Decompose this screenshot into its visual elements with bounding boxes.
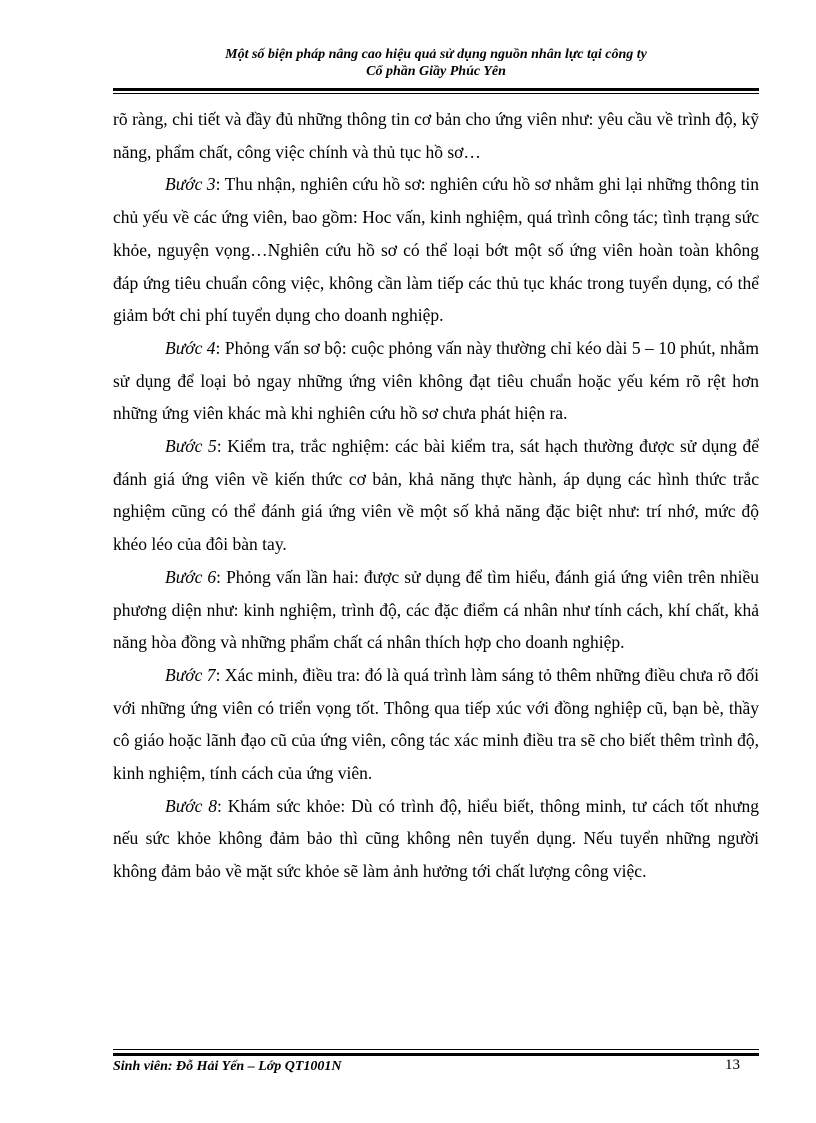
paragraph-text: : Xác minh, điều tra: đó là quá trình làm sáng tỏ thêm những điều chưa rõ đối với những ứng viên có triển vọng tốt. Thông qua tiếp xúc với đồng nghiệp cũ, bạn bè, thầy cô giáo hoặc lãnh đạo cũ của ứng viên, công tác xác minh điều tra sẽ cho biết thêm trình độ, kinh nghiệm, tính cách của ứng viên. xyxy=(113,664,759,784)
header-title-line-2: Cổ phần Giầy Phúc Yên xyxy=(366,64,506,79)
paragraph-step-5 xyxy=(113,430,759,561)
step-label: Bước 5 xyxy=(165,436,217,457)
header-title-line-1: Một số biện pháp nâng cao hiệu quả sử dụng nguồn nhân lực tại công ty xyxy=(225,47,647,62)
paragraph-text: : Kiểm tra, trắc nghiệm: các bài kiểm tra, sát hạch thường được sử dụng để đánh giá ứng viên về kiến thức cơ bản, khả năng thực hành, áp dụng các hình thức trắc nghiệm cũng có thể đánh giá ứng viên về một số khả năng đặc biệt như: trí nhớ, mức độ khéo léo của đôi bàn tay. xyxy=(113,436,759,555)
footer-divider-thick xyxy=(113,1053,759,1056)
paragraph-text: : Phỏng vấn lần hai: được sử dụng để tìm hiểu, đánh giá ứng viên trên nhiều phương diện như: kinh nghiệm, trình độ, các đặc điểm cá nhân như tính cách, khí chất, khả năng hòa đồng và những phẩm chất cá nhân thích hợp cho doanh nghiệp. xyxy=(113,566,759,653)
paragraph-step-8 xyxy=(113,790,759,888)
running-header xyxy=(113,46,759,80)
document-body xyxy=(113,103,759,888)
header-divider-thin xyxy=(113,93,759,94)
footer-author: Sinh viên: Đỗ Hải Yến – Lớp QT1001N xyxy=(113,1059,342,1074)
header-divider-thick xyxy=(113,88,759,91)
paragraph-step-3 xyxy=(113,168,759,332)
paragraph-text: : Khám sức khỏe: Dù có trình độ, hiểu biết, thông minh, tư cách tốt nhưng nếu sức khỏe không đảm bảo thì cũng không nên tuyển dụng. Nếu tuyển những người không đảm bảo về mặt sức khỏe sẽ làm ảnh hưởng tới chất lượng công việc. xyxy=(113,795,760,882)
paragraph-continuation xyxy=(113,103,759,168)
step-label: Bước 6 xyxy=(165,566,217,587)
step-label: Bước 4 xyxy=(165,337,216,358)
paragraph-text: : Thu nhận, nghiên cứu hồ sơ: nghiên cứu hồ sơ nhằm ghi lại những thông tin chủ yếu về các ứng viên, bao gồm: Hoc vấn, kinh nghiệm, quá trình công tác; tình trạng sức khỏe, nguyện vọng…Nghiên cứu hồ sơ có thể loại bớt một số ứng viên hoàn toàn không đáp ứng tiêu chuẩn công việc, không cần làm tiếp các thủ tục khác trong tuyển dụng, có thể giảm bớt chi phí tuyển dụng cho doanh nghiệp. xyxy=(113,174,759,326)
paragraph-text: rõ ràng, chi tiết và đầy đủ những thông tin cơ bản cho ứng viên như: yêu cầu về trình độ, kỹ năng, phẩm chất, công việc chính và thủ tục hồ sơ… xyxy=(113,109,759,162)
paragraph-step-7 xyxy=(113,659,759,790)
page-number: 13 xyxy=(725,1057,740,1073)
step-label: Bước 7 xyxy=(165,664,216,685)
paragraph-step-6 xyxy=(113,561,759,659)
footer-divider-thin xyxy=(113,1049,759,1050)
paragraph-text: : Phỏng vấn sơ bộ: cuộc phỏng vấn này thường chỉ kéo dài 5 – 10 phút, nhằm sử dụng để loại bỏ ngay những ứng viên không đạt tiêu chuẩn hoặc yếu kém rõ rệt hơn những ứng viên khác mà khi nghiên cứu hồ sơ chưa phát hiện ra. xyxy=(113,337,759,424)
paragraph-step-4 xyxy=(113,332,759,430)
step-label: Bước 3 xyxy=(165,174,216,195)
step-label: Bước 8 xyxy=(165,795,217,816)
